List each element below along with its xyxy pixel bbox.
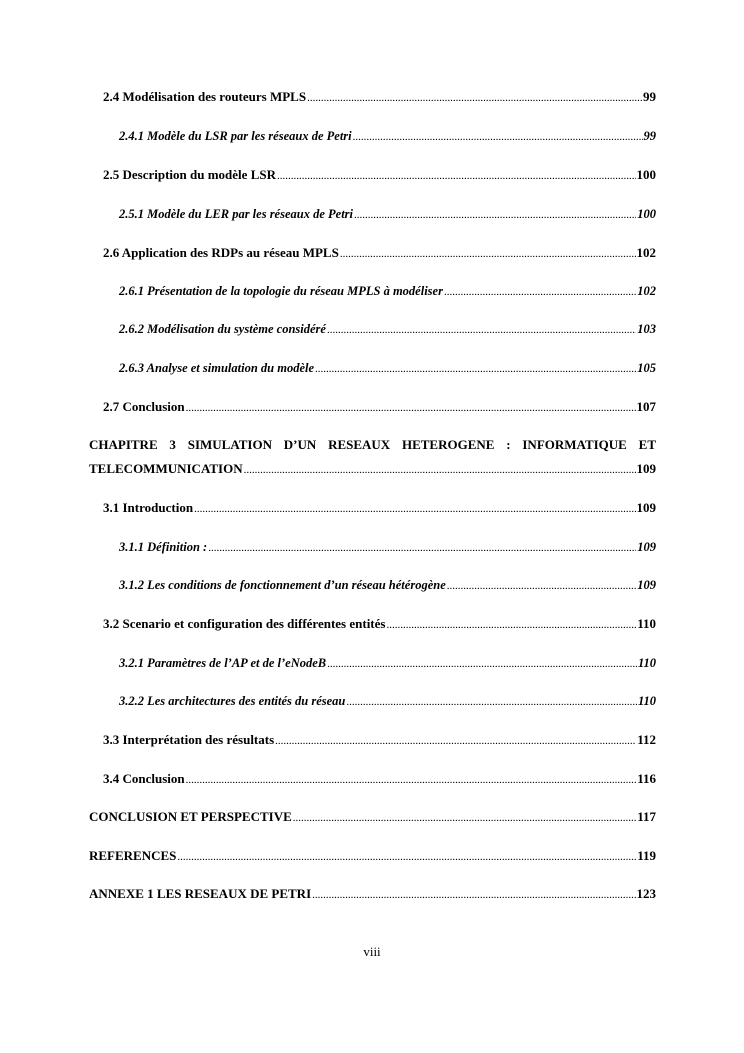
toc-entry-title: ANNEXE 1 LES RESEAUX DE PETRI <box>89 886 312 901</box>
toc-dot-leader <box>386 617 636 633</box>
toc-entry-title: 2.4 Modélisation des routeurs MPLS <box>103 89 307 104</box>
toc-entry-page: 123 <box>636 886 656 901</box>
toc-dot-leader <box>244 462 636 478</box>
toc-entry-title: TELECOMMUNICATION <box>89 461 243 476</box>
toc-entry-3-1-2[interactable] <box>119 577 656 594</box>
toc-entry-page: 100 <box>636 167 656 182</box>
toc-entry-page: 110 <box>637 616 656 631</box>
toc-dot-leader <box>354 207 636 223</box>
toc-entry-3-3[interactable] <box>103 732 656 749</box>
toc-entry-page: 102 <box>636 245 656 260</box>
toc-dot-leader <box>447 578 637 594</box>
toc-dot-leader <box>177 849 636 865</box>
toc-dot-leader <box>315 361 636 377</box>
toc-entry-title: 3.1.2 Les conditions de fonctionnement d’un réseau hétérogène <box>119 578 446 592</box>
toc-entry-references[interactable] <box>89 848 656 865</box>
toc-entry-page: 119 <box>637 848 656 863</box>
toc-entry-title: 3.4 Conclusion <box>103 771 185 786</box>
toc-dot-leader <box>327 322 636 338</box>
toc-entry-page: 103 <box>637 322 656 336</box>
toc-entry-title: 2.6.1 Présentation de la topologie du réseau MPLS à modéliser <box>119 284 443 298</box>
toc-entry-2-5[interactable] <box>103 167 656 184</box>
toc-entry-title: 3.2 Scenario et configuration des différentes entités <box>103 616 386 631</box>
toc-entry-title: 2.6.2 Modélisation du système considéré <box>119 322 326 336</box>
toc-entry-page: 117 <box>637 809 656 824</box>
toc-entry-page: 107 <box>636 399 656 414</box>
toc-entry-3-2[interactable] <box>103 616 656 633</box>
toc-entry-title: 3.2.1 Paramètres de l’AP et de l’eNodeB <box>119 656 327 670</box>
toc-entry-title: 2.5 Description du modèle LSR <box>103 167 276 182</box>
toc-entry-title: CONCLUSION ET PERSPECTIVE <box>89 809 292 824</box>
toc-entry-page: 99 <box>643 129 656 143</box>
toc-entry-page: 109 <box>637 578 656 592</box>
toc-entry-2-6-3[interactable] <box>119 360 656 377</box>
toc-dot-leader <box>275 733 636 749</box>
toc-entry-page: 109 <box>636 461 656 476</box>
toc-entry-2-6-2[interactable] <box>119 321 656 338</box>
toc-dot-leader <box>353 129 643 145</box>
toc-entry-page: 102 <box>637 284 656 298</box>
toc-chapter-3-heading[interactable]: CHAPITRE 3 SIMULATION D’UN RESEAUX HETEROGENE : INFORMATIQUE ET <box>89 437 656 452</box>
toc-entry-2-6[interactable] <box>103 245 656 262</box>
toc-dot-leader <box>186 400 636 416</box>
toc-dot-leader <box>186 772 637 788</box>
toc-entry-conclusion[interactable] <box>89 809 656 826</box>
toc-entry-title: 3.3 Interprétation des résultats <box>103 732 275 747</box>
toc-entry-title: 2.6 Application des RDPs au réseau MPLS <box>103 245 339 260</box>
toc-entry-page: 110 <box>637 656 656 670</box>
toc-entry-3-2-1[interactable] <box>119 655 656 672</box>
toc-entry-page: 109 <box>636 500 656 515</box>
toc-dot-leader <box>277 168 636 184</box>
toc-entry-page: 100 <box>637 207 656 221</box>
toc-entry-page: 112 <box>637 732 656 747</box>
toc-entry-title: 3.1.1 Définition : <box>119 540 208 554</box>
toc-entry-chapter-3[interactable] <box>89 461 656 478</box>
page-number: viii <box>363 944 381 959</box>
toc-entry-annexe-1[interactable] <box>89 886 656 903</box>
toc-entry-title: 2.7 Conclusion <box>103 399 185 414</box>
toc-entry-title: 2.6.3 Analyse et simulation du modèle <box>119 361 315 375</box>
toc-entry-page: 110 <box>637 694 656 708</box>
toc-dot-leader <box>312 887 635 903</box>
toc-dot-leader <box>307 90 642 106</box>
toc-entry-2-7[interactable] <box>103 399 656 416</box>
toc-dot-leader <box>444 284 636 300</box>
toc-entry-page: 116 <box>637 771 656 786</box>
toc-entry-title: 2.5.1 Modèle du LER par les réseaux de Petri <box>119 207 354 221</box>
toc-entry-3-1-1[interactable] <box>119 539 656 556</box>
toc-entry-3-1[interactable] <box>103 500 656 517</box>
toc-entry-title: 3.2.2 Les architectures des entités du réseau <box>119 694 346 708</box>
toc-entry-page: 105 <box>637 361 656 375</box>
toc-entry-3-2-2[interactable] <box>119 693 656 710</box>
toc-dot-leader <box>293 810 636 826</box>
toc-entry-page: 109 <box>637 540 656 554</box>
toc-dot-leader <box>340 246 636 262</box>
toc-dot-leader <box>346 694 637 710</box>
toc-entry-2-5-1[interactable] <box>119 206 656 223</box>
toc-entry-page: 99 <box>643 89 656 104</box>
toc-dot-leader <box>208 540 636 556</box>
toc-dot-leader <box>327 656 637 672</box>
toc-entry-title: REFERENCES <box>89 848 177 863</box>
toc-entry-2-6-1[interactable] <box>119 283 656 300</box>
toc-entry-2-4[interactable] <box>103 89 656 106</box>
toc-entry-title: 3.1 Introduction <box>103 500 194 515</box>
toc-entry-title: 2.4.1 Modèle du LSR par les réseaux de Petri <box>119 129 352 143</box>
toc-entry-2-4-1[interactable] <box>119 128 656 145</box>
toc-entry-3-4[interactable] <box>103 771 656 788</box>
toc-dot-leader <box>194 501 635 517</box>
